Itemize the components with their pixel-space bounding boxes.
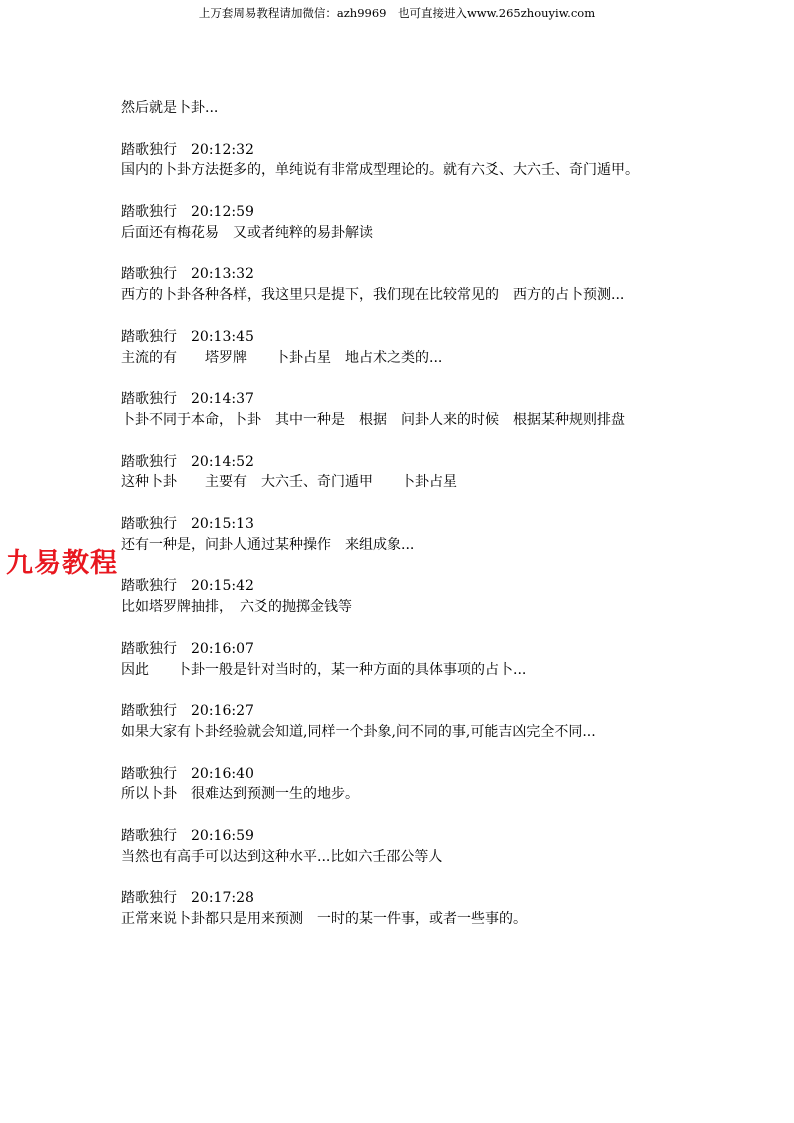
message-time: 20:12:59 <box>191 203 254 220</box>
message-author: 踏歌独行 <box>121 765 177 782</box>
message-time: 20:15:42 <box>191 578 254 595</box>
message-author: 踏歌独行 <box>121 266 177 283</box>
message-item <box>121 140 691 182</box>
message-author: 踏歌独行 <box>121 640 177 657</box>
message-item <box>121 576 691 618</box>
message-text: 卜卦不同于本命，卜卦 其中一种是 根据 问卦人来的时候 根据某种规则排盘 <box>121 411 625 428</box>
message-time: 20:17:28 <box>191 890 254 907</box>
message-item <box>121 764 691 806</box>
message-header <box>121 264 691 285</box>
message-text: 当然也有高手可以达到这种水平...比如六壬邵公等人 <box>121 848 443 865</box>
message-item <box>121 701 691 743</box>
message-text: 因此 卜卦一般是针对当时的，某一种方面的具体事项的占卜... <box>121 661 527 678</box>
message-header <box>121 764 691 785</box>
message-author: 踏歌独行 <box>121 391 177 408</box>
message-author: 踏歌独行 <box>121 328 177 345</box>
message-author: 踏歌独行 <box>121 703 177 720</box>
message-author: 踏歌独行 <box>121 141 177 158</box>
message-header <box>121 514 691 535</box>
message-text: 如果大家有卜卦经验就会知道,同样一个卦象,问不同的事,可能吉凶完全不同... <box>121 723 596 740</box>
message-time: 20:16:27 <box>191 703 254 720</box>
message-time: 20:13:32 <box>191 266 254 283</box>
message-text: 这种卜卦 主要有 大六壬、奇门遁甲 卜卦占星 <box>121 474 457 491</box>
message-list <box>121 140 691 930</box>
message-header <box>121 888 691 909</box>
message-time: 20:14:52 <box>191 453 254 470</box>
watermark-logo: 九易教程 <box>6 548 118 579</box>
message-header <box>121 327 691 348</box>
message-author: 踏歌独行 <box>121 890 177 907</box>
message-time: 20:16:59 <box>191 827 254 844</box>
message-time: 20:15:13 <box>191 515 254 532</box>
intro-line: 然后就是卜卦... <box>121 100 219 116</box>
message-text: 西方的卜卦各种各样，我这里只是提下，我们现在比较常见的 西方的占卜预测... <box>121 287 625 304</box>
message-text: 主流的有 塔罗牌 卜卦占星 地占术之类的... <box>121 349 443 366</box>
message-header <box>121 202 691 223</box>
message-header <box>121 826 691 847</box>
message-item <box>121 327 691 369</box>
message-text: 正常来说卜卦都只是用来预测 一时的某一件事，或者一些事的。 <box>121 911 527 928</box>
message-text: 还有一种是，问卦人通过某种操作 来组成象... <box>121 536 415 553</box>
message-time: 20:12:32 <box>191 141 254 158</box>
message-item <box>121 202 691 244</box>
message-item <box>121 888 691 930</box>
message-time: 20:16:07 <box>191 640 254 657</box>
message-item <box>121 826 691 868</box>
message-header <box>121 389 691 410</box>
message-author: 踏歌独行 <box>121 515 177 532</box>
message-text: 国内的卜卦方法挺多的，单纯说有非常成型理论的。就有六爻、大六壬、奇门遁甲。 <box>121 162 639 179</box>
message-item <box>121 514 691 556</box>
header-text: 上万套周易教程请加微信：azh9969 也可直接进入www.265zhouyiw.com <box>198 6 596 20</box>
message-header <box>121 452 691 473</box>
page-header <box>0 6 794 20</box>
message-time: 20:16:40 <box>191 765 254 782</box>
message-item <box>121 639 691 681</box>
message-text: 比如塔罗牌抽排， 六爻的抛掷金钱等 <box>121 599 352 616</box>
message-text: 后面还有梅花易 又或者纯粹的易卦解读 <box>121 224 373 241</box>
message-header <box>121 701 691 722</box>
message-header <box>121 576 691 597</box>
message-author: 踏歌独行 <box>121 203 177 220</box>
message-author: 踏歌独行 <box>121 827 177 844</box>
message-item <box>121 389 691 431</box>
message-header <box>121 140 691 161</box>
message-author: 踏歌独行 <box>121 578 177 595</box>
message-author: 踏歌独行 <box>121 453 177 470</box>
chat-log <box>121 98 691 951</box>
message-time: 20:13:45 <box>191 328 254 345</box>
message-text: 所以卜卦 很难达到预测一生的地步。 <box>121 786 359 803</box>
message-time: 20:14:37 <box>191 391 254 408</box>
message-item <box>121 452 691 494</box>
message-header <box>121 639 691 660</box>
message-item <box>121 264 691 306</box>
